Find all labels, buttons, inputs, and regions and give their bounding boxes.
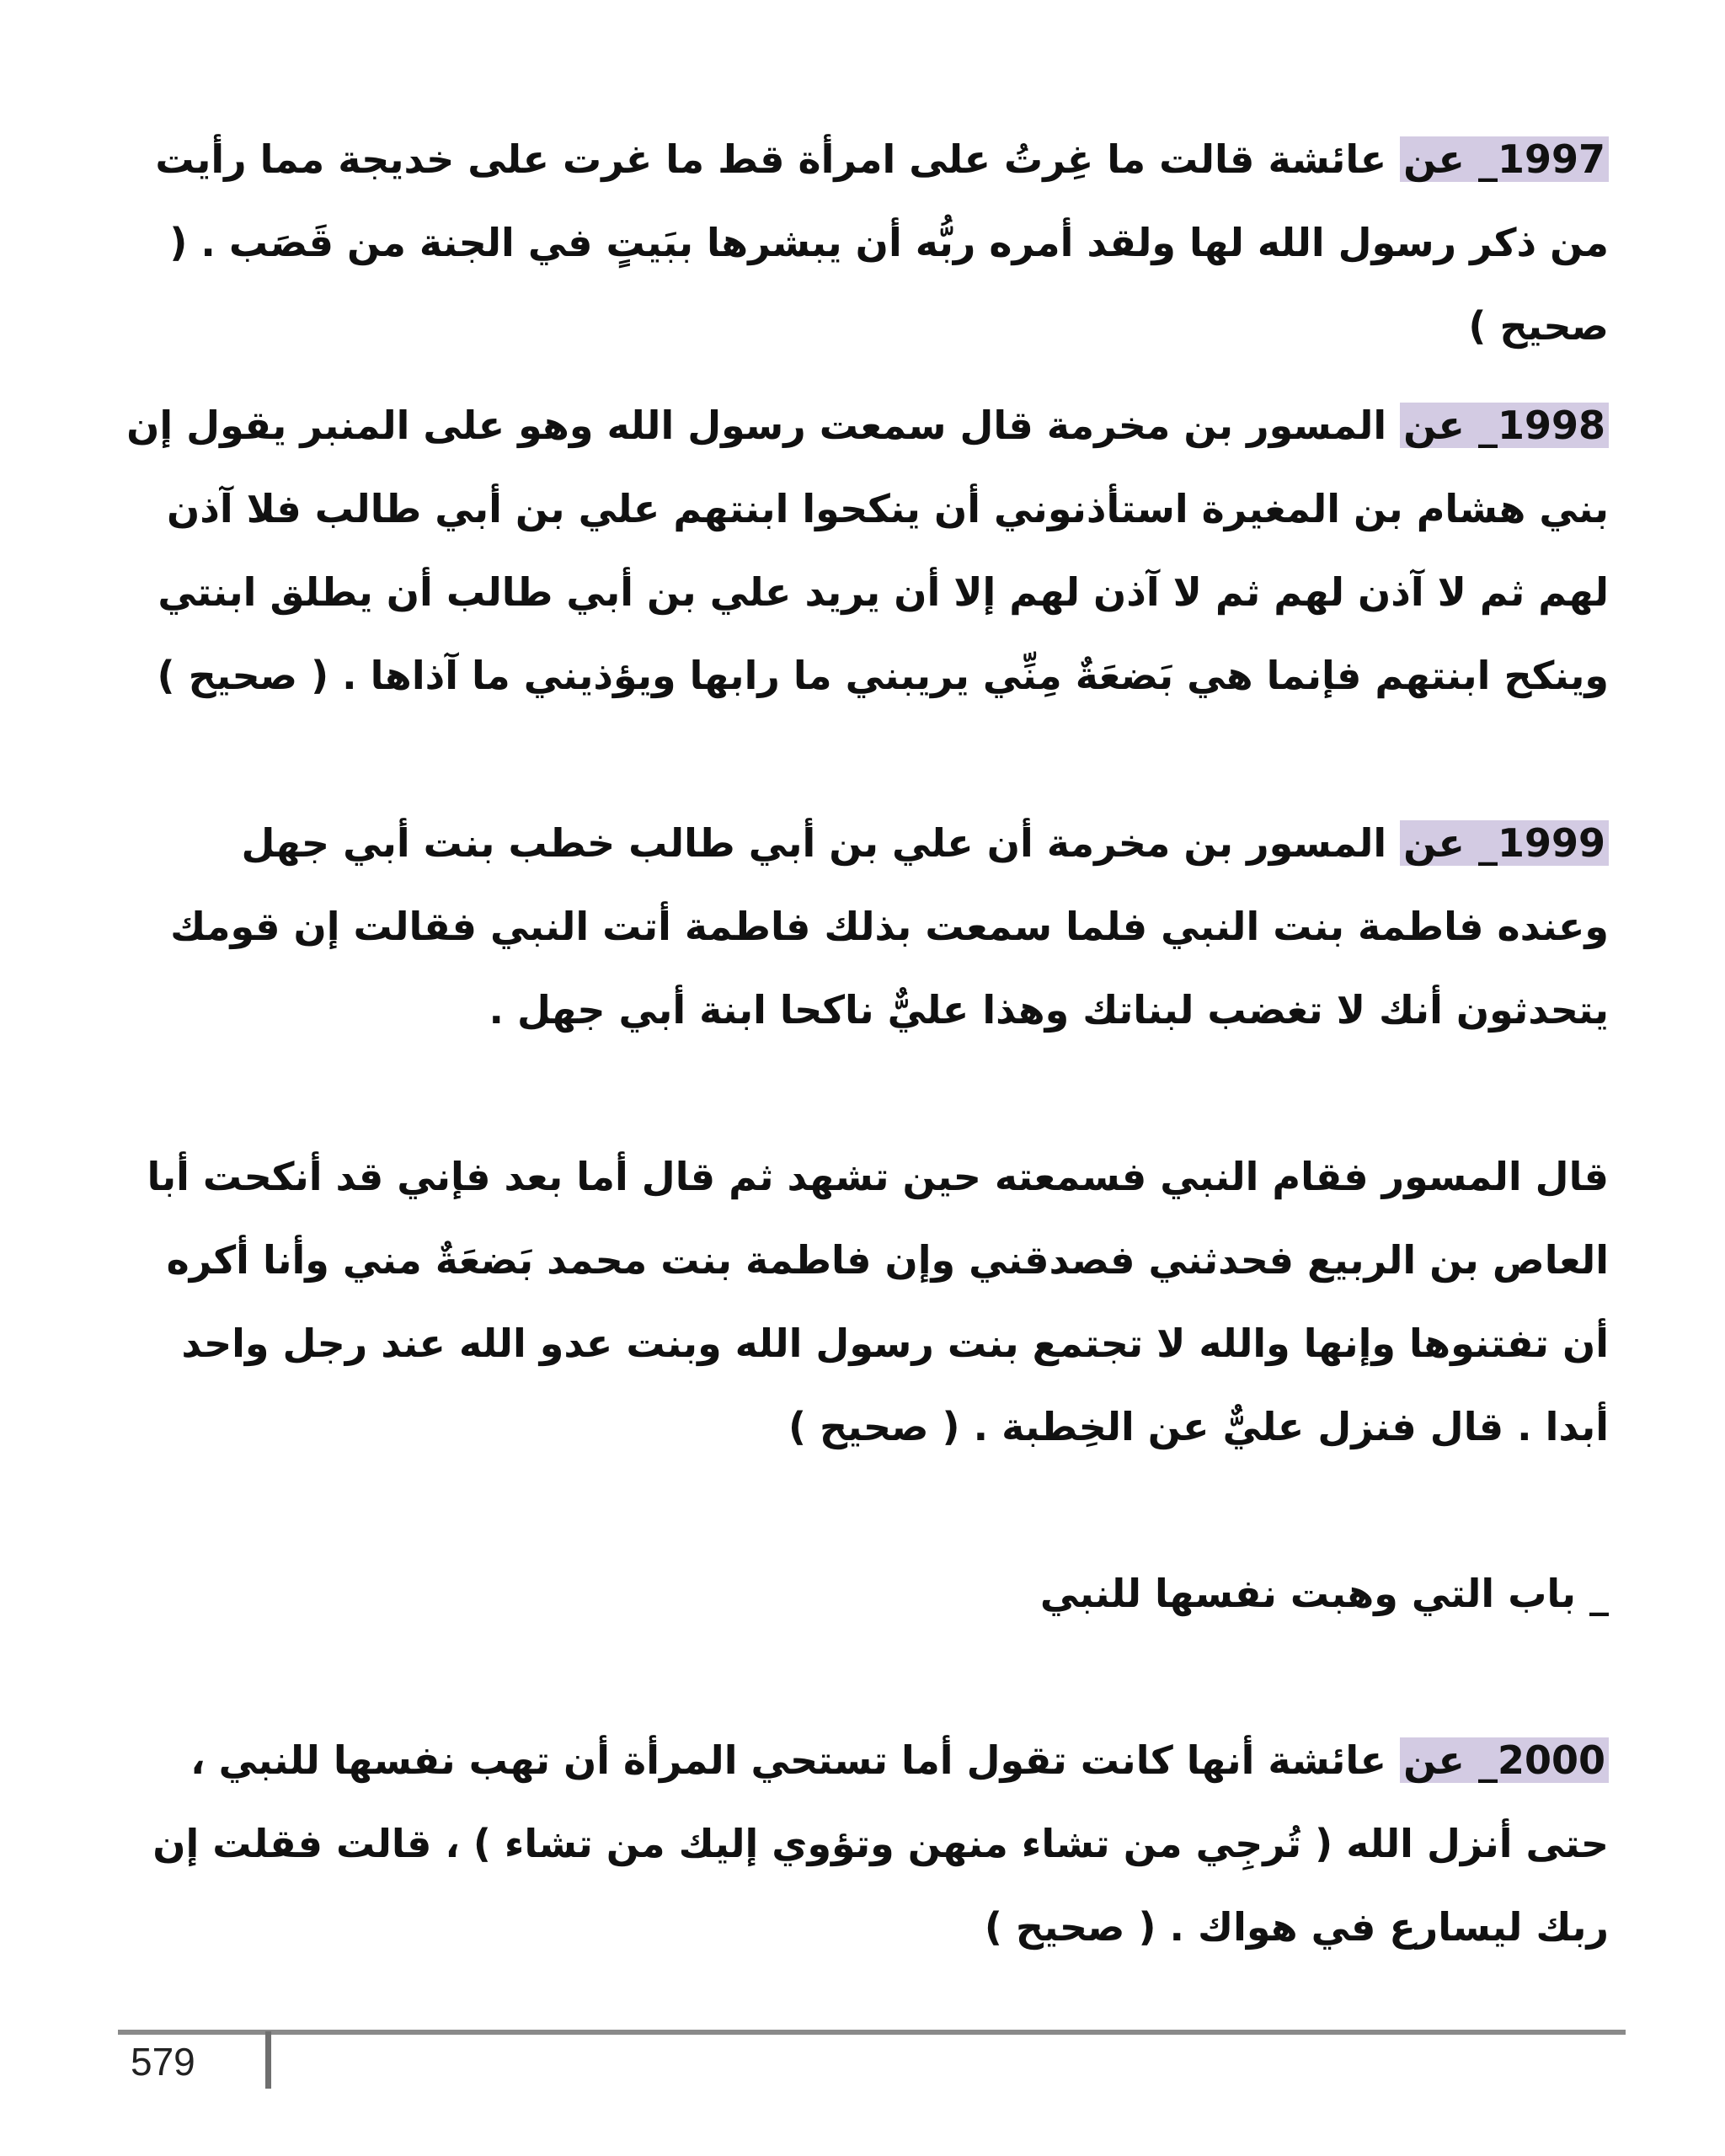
page-number: 579 (131, 2040, 195, 2084)
hadith-text: قال المسور فقام النبي فسمعته حين تشهد ثم قال أما بعد فإني قد أنكحت أبا العاص بن الربيع فحدثني فصدقني وإن فاطمة بنت محمد بَضعَةٌ مني وأنا أكره أن تفتنوها وإنها والله لا تجتمع بنت رسول الله وبنت عدو الله عند رجل واحد أبدا . قال فنزل عليٌّ عن الخِطبة . ( صحيح ) (147, 1154, 1609, 1449)
hadith-text: المسور بن مخرمة أن علي بن أبي طالب خطب بنت أبي جهل وعنده فاطمة بنت النبي فلما سمعت بذلك فاطمة أتت النبي فقالت إن قومك يتحدثون أنك لا تغضب لبناتك وهذا عليٌّ ناكحا ابنة أبي جهل . (170, 820, 1609, 1033)
hadith-2000 (126, 1719, 1609, 1969)
chapter-heading (126, 1552, 1609, 1636)
hadith-text: عائشة أنها كانت تقول أما تستحي المرأة أن تهب نفسها للنبي ، حتى أنزل الله ( تُرجِي من تشاء منهن وتؤوي إليك من تشاء ) ، قالت فقلت إن ربك ليسارع في هواك . ( صحيح ) (152, 1737, 1609, 1950)
hadith-number-highlight: 1999_ عن (1400, 820, 1609, 866)
footer-rule (118, 2030, 1626, 2035)
hadith-number-highlight: 1997_ عن (1400, 136, 1609, 182)
hadith-text: المسور بن مخرمة قال سمعت رسول الله وهو على المنبر يقول إن بني هشام بن المغيرة استأذنوني أن ينكحوا ابنتهم علي بن أبي طالب فلا آذن لهم ثم لا آذن لهم ثم لا آذن لهم إلا أن يريد علي بن أبي طالب أن يطلق ابنتي وينكح ابنتهم فإنما هي بَضعَةٌ مِنِّي يريبني ما رابها ويؤذيني ما آذاها . ( صحيح ) (126, 403, 1609, 698)
hadith-number-highlight: 1998_ عن (1400, 403, 1609, 448)
hadith-number-highlight: 2000_ عن (1400, 1737, 1609, 1783)
hadith-1999 (126, 802, 1609, 1052)
hadith-text: عائشة قالت ما غِرتُ على امرأة قط ما غرت على خديجة مما رأيت من ذكر رسول الله لها ولقد أمره ربُّه أن يبشرها ببَيتٍ في الجنة من قَصَب . ( صحيح ) (155, 136, 1609, 349)
footer-divider-tick (265, 2031, 271, 2089)
hadith-1999-continuation (126, 1135, 1609, 1469)
chapter-title: _ باب التي وهبت نفسها للنبي (1039, 1571, 1609, 1616)
hadith-1998 (126, 384, 1609, 718)
hadith-1997 (126, 118, 1609, 368)
